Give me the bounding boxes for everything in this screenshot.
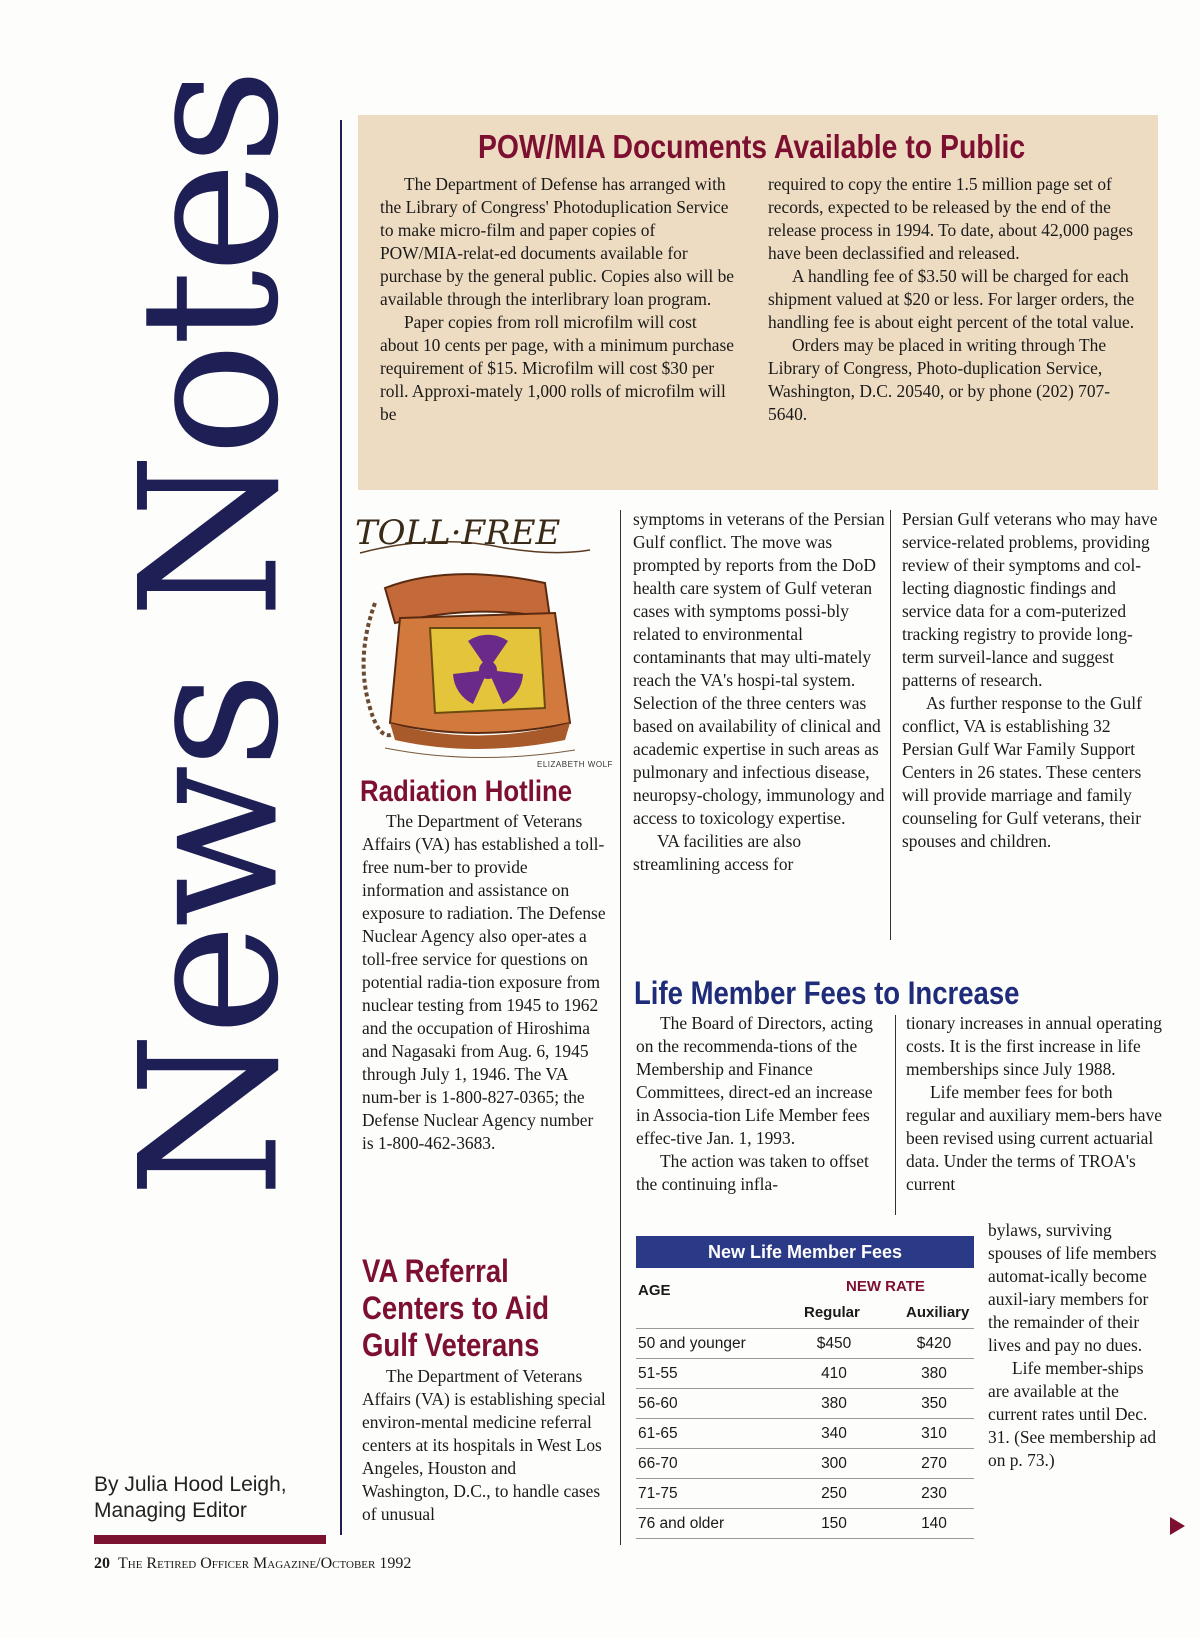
va-column-1: The Department of Veterans Affairs (VA) is establishing special environ-mental medicine referral centers at its hospitals in West Los Angeles, Houston and Washington, D.C., to handle cases of unusual	[362, 1366, 606, 1524]
table-row: 56-60 380 350	[636, 1388, 974, 1418]
auxiliary-header: Auxiliary	[906, 1304, 970, 1321]
byline-bar	[94, 1535, 326, 1544]
life-column-1: The Board of Directors, acting on the recommenda-tions of the Membership and Finance Committees, direct-ed an increase in Associa-tion Life Member fees effec-tive Jan. 1, 1993. The action was taken to offset the continuing infla-	[636, 1013, 873, 1194]
life-column-2-narrow: bylaws, surviving spouses of life members automat-ically become auxil-iary members for the remainder of their lives and pay no dues. Life member-ships are available at the current rates until Dec. 31. (See membership ad on p. 73.)	[988, 1220, 1157, 1470]
table-row: 66-70 300 270	[636, 1448, 974, 1478]
page-footer	[94, 1555, 411, 1573]
life-column-2: tionary increases in annual operating costs. It is the first increase in life memberships since July 1988. Life member fees for both regular and auxiliary mem-bers have been revised using current actuarial data. Under the terms of TROA's current	[906, 1013, 1162, 1194]
table-row: 71-75 250 230	[636, 1478, 974, 1508]
table-row: 50 and younger $450 $420	[636, 1328, 974, 1358]
new-rate-header: NEW RATE	[846, 1278, 925, 1295]
va-column-3: Persian Gulf veterans who may have service-related problems, providing review of their symptoms and col-lecting diagnostic findings and service data for a com-puterized tracking registry to provide long-term surveil-lance and suggest patterns of research. As further response to the Gulf conflict, VA is establishing 32 Persian Gulf War Family Support Centers in 26 states. These centers will provide marriage and family counseling for Gulf veterans, their spouses and children.	[902, 509, 1158, 851]
radiation-headline: Radiation Hotline	[360, 775, 573, 808]
regular-header: Regular	[804, 1304, 860, 1321]
pow-column-2: required to copy the entire 1.5 million page set of records, expected to be released by the end of the release process in 1994. To date, about 42,000 pages have been declassified and released. A handling fee of $3.50 will be charged for each shipment valued at $20 or less. For larger orders, the handling fee is about eight percent of the total value. Orders may be placed in writing through The Library of Congress, Photo-duplication Service, Washington, D.C. 20540, or by phone (202) 707-5640.	[768, 174, 1135, 424]
section-title: News Notes	[99, 71, 321, 1199]
section-divider	[340, 120, 342, 1535]
publication-name: The Retired Officer Magazine/October 1992	[118, 1555, 412, 1572]
illustration-credit: ELIZABETH WOLF	[537, 760, 613, 769]
age-header: AGE	[638, 1282, 671, 1299]
radiation-body: The Department of Veterans Affairs (VA) has established a toll-free num-ber to provide information and assistance on exposure to radiation. The Defense Nuclear Agency also oper-ates a toll-free service for questions on potential radia-tion exposure from nuclear testing from 1945 to 1962 and the occupation of Hiroshima and Nagasaki from Aug. 6, 1945 through July 1, 1946. The VA num-ber is 1-800-827-0365; the Defense Nuclear Agency number is 1-800-462-3683.	[362, 811, 606, 1153]
va-headline: VA Referral Centers to Aid Gulf Veterans	[362, 1253, 550, 1363]
continue-arrow-icon	[1170, 1517, 1185, 1535]
pow-headline: POW/MIA Documents Available to Public	[478, 128, 1026, 165]
table-title: New Life Member Fees	[636, 1236, 974, 1268]
table-row: 51-55 410 380	[636, 1358, 974, 1388]
table-row: 76 and older 150 140	[636, 1508, 974, 1539]
toll-free-sign: TOLL·FREE	[355, 513, 561, 553]
byline	[94, 1472, 287, 1524]
table-header	[636, 1268, 974, 1328]
pow-column-1: The Department of Defense has arranged with the Library of Congress' Photoduplication Service to make micro-film and paper copies of POW/MIA-relat-ed documents available for purchase by the general public. Copies also will be available through the interlibrary loan program. Paper copies from roll microfilm will cost about 10 cents per page, with a minimum purchase requirement of $15. Microfilm will cost $30 per roll. Approxi-mately 1,000 rolls of microfilm will be	[380, 174, 734, 424]
toll-free-phone-illustration	[355, 508, 600, 768]
byline-role: Managing Editor	[94, 1499, 247, 1522]
page-number: 20	[94, 1555, 110, 1572]
table-row: 61-65 340 310	[636, 1418, 974, 1448]
column-rule	[890, 510, 891, 940]
radiation-phone-icon	[355, 508, 600, 768]
column-rule	[895, 1015, 896, 1215]
life-fees-headline: Life Member Fees to Increase	[634, 975, 1020, 1011]
column-rule	[620, 510, 621, 1545]
byline-author: By Julia Hood Leigh,	[94, 1473, 287, 1496]
va-column-2: symptoms in veterans of the Persian Gulf conflict. The move was prompted by reports from the DoD health care system of Gulf veteran cases with symptoms possi-bly related to environmental contaminants that may ulti-mately reach the VA's hospi-tal system. Selection of the three centers was based on availability of clinical and academic expertise in such areas as pulmonary and infectious disease, neuropsy-chology, immunology and access to toxicology expertise. VA facilities are also streamlining access for	[633, 509, 885, 874]
life-member-fees-table	[636, 1236, 974, 1539]
